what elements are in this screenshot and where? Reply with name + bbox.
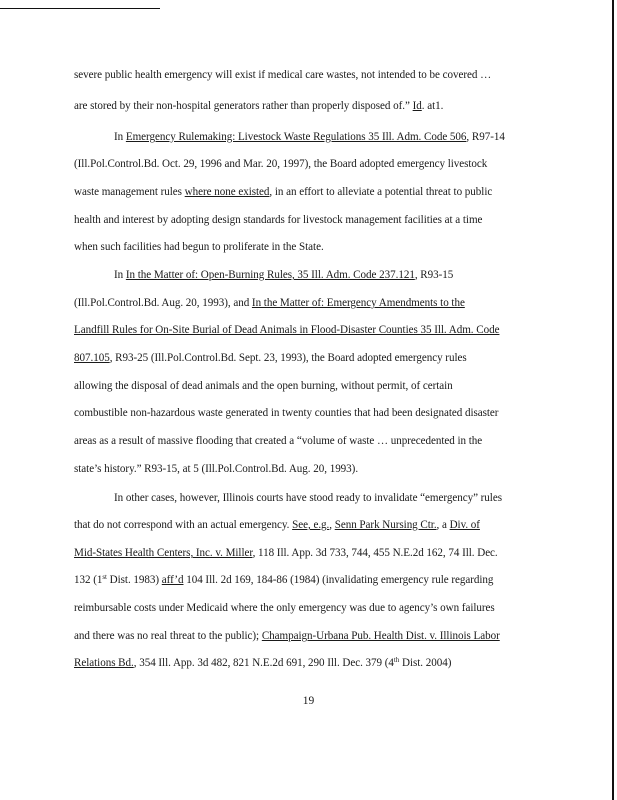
text-segment: (Ill.Pol.Control.Bd. Aug. 20, 1993), and bbox=[74, 297, 252, 309]
text-line bbox=[114, 491, 502, 505]
text-segment: In other cases, however, Illinois courts have stood ready to invalidate “emergency” rules bbox=[114, 492, 502, 504]
text-line bbox=[74, 462, 358, 476]
text-segment: , 354 Ill. App. 3d 482, 821 N.E.2d 691, 290 Ill. Dec. 379 (4 bbox=[133, 657, 394, 669]
text-line bbox=[74, 213, 482, 227]
text-segment: waste management rules bbox=[74, 186, 185, 198]
text-line bbox=[74, 573, 493, 587]
ordinal-superscript: th bbox=[393, 656, 400, 664]
text-segment: 104 Ill. 2d 169, 184-86 (1984) (invalidating emergency rule regarding bbox=[183, 574, 494, 586]
text-line bbox=[74, 185, 492, 199]
text-segment: Dist. 2004) bbox=[399, 657, 452, 669]
text-line bbox=[74, 629, 500, 643]
text-segment: In bbox=[114, 131, 126, 143]
text-segment: health and interest by adopting design standards for livestock management facilities at a time bbox=[74, 214, 483, 226]
text-segment: severe public health emergency will exist if medical care wastes, not intended to be covered … bbox=[74, 69, 492, 81]
underlined-citation: Landfill Rules for On-Site Burial of Dead Animals in Flood-Disaster Counties 35 Ill. Adm. Code bbox=[74, 324, 500, 336]
underlined-citation: In the Matter of: Emergency Amendments to the bbox=[251, 297, 465, 309]
underlined-citation: See, e.g. bbox=[292, 519, 330, 531]
text-segment: , bbox=[329, 519, 335, 531]
text-segment: (Ill.Pol.Control.Bd. Oct. 29, 1996 and Mar. 20, 1997), the Board adopted emergency livestock bbox=[74, 158, 488, 170]
underlined-citation: Champaign-Urbana Pub. Health Dist. v. Illinois Labor bbox=[261, 630, 500, 642]
text-segment: state’s history.” R93-15, at 5 (Ill.Pol.Control.Bd. Aug. 20, 1993). bbox=[74, 463, 359, 475]
text-segment: that do not correspond with an actual emergency. bbox=[74, 519, 293, 531]
underlined-citation: 807.105 bbox=[74, 352, 110, 364]
text-line bbox=[74, 99, 443, 113]
text-segment: are stored by their non-hospital generators rather than properly disposed of.” bbox=[74, 100, 413, 112]
underlined-citation: Emergency Rulemaking: Livestock Waste Regulations 35 Ill. Adm. Code 506 bbox=[125, 131, 467, 143]
text-segment: reimbursable costs under Medicaid where the only emergency was due to agency’s own failures bbox=[74, 602, 495, 614]
text-line bbox=[74, 351, 467, 365]
text-segment: combustible non-hazardous waste generated in twenty counties that had been designated disaster bbox=[74, 407, 499, 419]
text-segment: , R93-25 (Ill.Pol.Control.Bd. Sept. 23, 1993), the Board adopted emergency rules bbox=[109, 352, 467, 364]
text-line bbox=[74, 323, 499, 337]
top-rule bbox=[0, 8, 160, 9]
text-line bbox=[74, 296, 465, 310]
text-segment: , R97-14 bbox=[466, 131, 505, 143]
text-segment: , R93-15 bbox=[414, 269, 454, 281]
right-page-edge bbox=[612, 0, 614, 800]
underlined-citation: In the Matter of: Open-Burning Rules, 35 Ill. Adm. Code 237.121 bbox=[125, 269, 415, 281]
underlined-citation: Div. of bbox=[449, 519, 480, 531]
underlined-citation: Senn Park Nursing Ctr. bbox=[334, 519, 437, 531]
underlined-citation: Id bbox=[412, 100, 422, 112]
text-line bbox=[74, 240, 324, 254]
text-line bbox=[114, 268, 453, 282]
underlined-citation: aff’d bbox=[161, 574, 184, 586]
text-line bbox=[74, 406, 498, 420]
text-line bbox=[74, 656, 451, 670]
underlined-citation: Mid-States Health Centers, Inc. v. Miller bbox=[74, 547, 253, 559]
text-segment: , in an effort to alleviate a potential threat to public bbox=[269, 186, 493, 198]
text-segment: allowing the disposal of dead animals and the open burning, without permit, of certain bbox=[74, 380, 453, 392]
text-line bbox=[74, 601, 495, 615]
text-segment: , a bbox=[436, 519, 450, 531]
text-line bbox=[74, 157, 487, 171]
text-segment: and there was no real threat to the public); bbox=[74, 630, 262, 642]
page-number: 19 bbox=[302, 695, 315, 707]
text-segment: when such facilities had begun to proliferate in the State. bbox=[74, 241, 324, 253]
text-line bbox=[74, 68, 491, 82]
text-segment: Dist. 1983) bbox=[106, 574, 162, 586]
text-line bbox=[74, 379, 453, 393]
text-segment: . at1. bbox=[421, 100, 444, 112]
underlined-citation: Relations Bd. bbox=[74, 657, 134, 669]
text-line bbox=[74, 546, 498, 560]
ordinal-superscript: st bbox=[102, 573, 107, 581]
text-segment: In bbox=[114, 269, 126, 281]
underlined-citation: where none existed bbox=[184, 186, 270, 198]
text-line bbox=[74, 518, 480, 532]
text-segment: 132 (1 bbox=[74, 574, 103, 586]
text-segment: areas as a result of massive flooding that created a “volume of waste … unprecedented in the bbox=[74, 435, 483, 447]
text-line bbox=[74, 434, 482, 448]
text-segment: , 118 Ill. App. 3d 733, 744, 455 N.E.2d 162, 74 Ill. Dec. bbox=[252, 547, 498, 559]
text-line bbox=[114, 130, 505, 144]
